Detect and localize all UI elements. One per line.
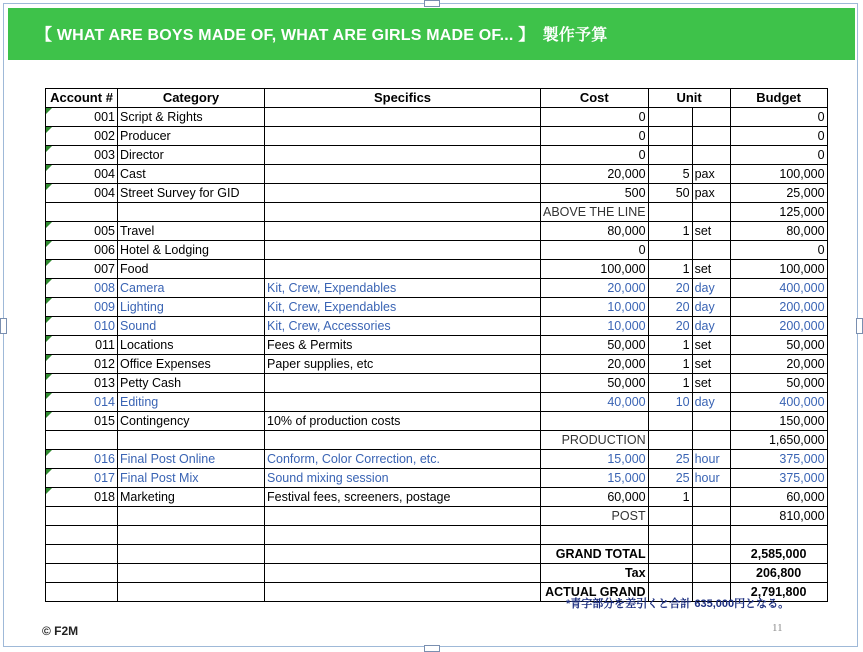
category-cell[interactable]: Sound xyxy=(118,317,265,336)
category-cell[interactable]: Contingency xyxy=(118,412,265,431)
category-cell[interactable]: Food xyxy=(118,260,265,279)
category-cell[interactable]: Editing xyxy=(118,393,265,412)
account-number-cell[interactable]: 002 xyxy=(46,127,118,146)
account-number-cell[interactable]: 011 xyxy=(46,336,118,355)
header-specifics: Specifics xyxy=(265,89,541,108)
total-row xyxy=(46,545,828,564)
unit-cell[interactable]: set xyxy=(692,374,730,393)
quantity-cell[interactable]: 1 xyxy=(648,222,692,241)
subtotal-label[interactable]: PRODUCTION xyxy=(541,431,649,450)
table-row xyxy=(46,317,828,336)
budget-cell[interactable]: 25,000 xyxy=(730,184,827,203)
total-row xyxy=(46,564,828,583)
account-number-cell[interactable]: 012 xyxy=(46,355,118,374)
table-cell[interactable] xyxy=(692,431,730,450)
table-cell xyxy=(541,526,649,545)
table-cell xyxy=(46,545,118,564)
cell-comment-marker xyxy=(46,355,52,361)
cost-cell[interactable]: 20,000 xyxy=(541,355,649,374)
table-cell xyxy=(118,583,265,602)
budget-cell[interactable]: 375,000 xyxy=(730,469,827,488)
cell-comment-marker xyxy=(46,165,52,171)
quantity-cell[interactable] xyxy=(648,127,692,146)
cost-cell[interactable]: 0 xyxy=(541,146,649,165)
category-cell[interactable]: Locations xyxy=(118,336,265,355)
table-row xyxy=(46,260,828,279)
category-cell[interactable]: Lighting xyxy=(118,298,265,317)
unit-cell[interactable] xyxy=(692,127,730,146)
cell-comment-marker xyxy=(46,469,52,475)
table-row xyxy=(46,488,828,507)
table-row xyxy=(46,146,828,165)
account-number-cell[interactable]: 007 xyxy=(46,260,118,279)
quantity-cell[interactable] xyxy=(648,146,692,165)
table-cell[interactable] xyxy=(648,203,692,222)
budget-cell[interactable]: 400,000 xyxy=(730,279,827,298)
unit-cell[interactable]: day xyxy=(692,393,730,412)
specifics-cell[interactable] xyxy=(265,108,541,127)
table-row xyxy=(46,165,828,184)
total-value: 2,585,000 xyxy=(730,545,827,564)
specifics-cell[interactable]: Festival fees, screeners, postage xyxy=(265,488,541,507)
table-cell[interactable] xyxy=(265,507,541,526)
cell-comment-marker xyxy=(46,298,52,304)
category-cell[interactable]: Producer xyxy=(118,127,265,146)
category-cell[interactable]: Petty Cash xyxy=(118,374,265,393)
cell-comment-marker xyxy=(46,393,52,399)
slide-title: 【 WHAT ARE BOYS MADE OF, WHAT ARE GIRLS MADE OF... 】 製作予算 xyxy=(36,27,608,44)
cost-cell[interactable]: 80,000 xyxy=(541,222,649,241)
budget-cell[interactable]: 20,000 xyxy=(730,355,827,374)
account-number-cell[interactable]: 008 xyxy=(46,279,118,298)
specifics-cell[interactable] xyxy=(265,374,541,393)
quantity-cell[interactable] xyxy=(648,241,692,260)
table-row xyxy=(46,393,828,412)
unit-cell[interactable]: set xyxy=(692,222,730,241)
account-number-cell[interactable]: 017 xyxy=(46,469,118,488)
subtotal-label[interactable]: POST xyxy=(541,507,649,526)
budget-cell[interactable]: 200,000 xyxy=(730,298,827,317)
budget-cell[interactable]: 375,000 xyxy=(730,450,827,469)
cell-comment-marker xyxy=(46,260,52,266)
cell-comment-marker xyxy=(46,279,52,285)
category-cell[interactable]: Director xyxy=(118,146,265,165)
quantity-cell[interactable]: 1 xyxy=(648,374,692,393)
table-cell[interactable] xyxy=(46,431,118,450)
unit-cell[interactable]: day xyxy=(692,298,730,317)
unit-cell[interactable]: pax xyxy=(692,184,730,203)
cost-cell[interactable]: 40,000 xyxy=(541,393,649,412)
cost-cell[interactable]: 60,000 xyxy=(541,488,649,507)
spacer-row xyxy=(46,526,828,545)
specifics-cell[interactable]: Kit, Crew, Expendables xyxy=(265,298,541,317)
page-number: 11 xyxy=(772,622,783,634)
table-header-row xyxy=(46,89,828,108)
table-cell[interactable] xyxy=(265,431,541,450)
unit-cell[interactable] xyxy=(692,108,730,127)
cell-comment-marker xyxy=(46,412,52,418)
account-number-cell[interactable]: 010 xyxy=(46,317,118,336)
quantity-cell[interactable]: 20 xyxy=(648,279,692,298)
specifics-cell[interactable] xyxy=(265,165,541,184)
table-row xyxy=(46,298,828,317)
table-cell[interactable] xyxy=(265,203,541,222)
budget-cell[interactable]: 0 xyxy=(730,241,827,260)
total-value: 2,791,800 xyxy=(730,583,827,602)
header-cost: Cost xyxy=(541,89,649,108)
table-cell xyxy=(46,564,118,583)
category-cell[interactable]: Office Expenses xyxy=(118,355,265,374)
table-row xyxy=(46,279,828,298)
cell-comment-marker xyxy=(46,108,52,114)
cost-cell[interactable]: 15,000 xyxy=(541,450,649,469)
table-row xyxy=(46,336,828,355)
resize-handle-right[interactable] xyxy=(856,318,863,334)
table-cell xyxy=(265,564,541,583)
account-number-cell[interactable]: 015 xyxy=(46,412,118,431)
account-number-cell[interactable]: 018 xyxy=(46,488,118,507)
budget-cell[interactable]: 80,000 xyxy=(730,222,827,241)
quantity-cell[interactable] xyxy=(648,108,692,127)
subtotal-label[interactable]: ABOVE THE LINE xyxy=(541,203,649,222)
table-cell xyxy=(730,526,827,545)
cell-comment-marker xyxy=(46,241,52,247)
cost-cell[interactable]: 15,000 xyxy=(541,469,649,488)
table-row xyxy=(46,108,828,127)
cell-comment-marker xyxy=(46,146,52,152)
category-cell[interactable]: Final Post Online xyxy=(118,450,265,469)
account-number-cell[interactable]: 013 xyxy=(46,374,118,393)
table-cell[interactable] xyxy=(46,203,118,222)
quantity-cell[interactable]: 1 xyxy=(648,260,692,279)
category-cell[interactable]: Hotel & Lodging xyxy=(118,241,265,260)
budget-cell[interactable]: 200,000 xyxy=(730,317,827,336)
cost-cell[interactable]: 20,000 xyxy=(541,165,649,184)
resize-handle-left[interactable] xyxy=(0,318,7,334)
table-cell xyxy=(118,526,265,545)
table-row xyxy=(46,469,828,488)
account-number-cell[interactable]: 014 xyxy=(46,393,118,412)
specifics-cell[interactable]: Conform, Color Correction, etc. xyxy=(265,450,541,469)
cost-cell[interactable]: 0 xyxy=(541,108,649,127)
budget-cell[interactable]: 50,000 xyxy=(730,336,827,355)
budget-cell[interactable]: 0 xyxy=(730,146,827,165)
unit-cell[interactable]: set xyxy=(692,336,730,355)
cost-cell[interactable]: 100,000 xyxy=(541,260,649,279)
budget-cell[interactable]: 0 xyxy=(730,127,827,146)
subtotal-value[interactable]: 1,650,000 xyxy=(730,431,827,450)
table-cell[interactable] xyxy=(46,507,118,526)
table-cell xyxy=(118,564,265,583)
budget-cell[interactable]: 0 xyxy=(730,108,827,127)
resize-handle-bottom[interactable] xyxy=(424,645,440,652)
unit-cell[interactable] xyxy=(692,488,730,507)
total-value: 206,800 xyxy=(730,564,827,583)
table-cell[interactable] xyxy=(118,431,265,450)
budget-cell[interactable]: 60,000 xyxy=(730,488,827,507)
table-row xyxy=(46,222,828,241)
quantity-cell[interactable]: 20 xyxy=(648,317,692,336)
account-number-cell[interactable]: 016 xyxy=(46,450,118,469)
account-number-cell[interactable]: 006 xyxy=(46,241,118,260)
budget-cell[interactable]: 400,000 xyxy=(730,393,827,412)
category-cell[interactable]: Camera xyxy=(118,279,265,298)
total-label: GRAND TOTAL xyxy=(541,545,649,564)
specifics-cell[interactable] xyxy=(265,260,541,279)
total-label: ACTUAL GRAND xyxy=(541,583,649,602)
table-cell xyxy=(118,545,265,564)
specifics-cell[interactable]: Kit, Crew, Expendables xyxy=(265,279,541,298)
table-row xyxy=(46,412,828,431)
category-cell[interactable]: Final Post Mix xyxy=(118,469,265,488)
table-cell[interactable] xyxy=(118,203,265,222)
budget-cell[interactable]: 150,000 xyxy=(730,412,827,431)
quantity-cell[interactable]: 25 xyxy=(648,469,692,488)
unit-cell[interactable]: hour xyxy=(692,469,730,488)
category-cell[interactable]: Cast xyxy=(118,165,265,184)
category-cell[interactable]: Marketing xyxy=(118,488,265,507)
specifics-cell[interactable] xyxy=(265,146,541,165)
cost-cell[interactable]: 500 xyxy=(541,184,649,203)
table-cell xyxy=(692,564,730,583)
resize-handle-top[interactable] xyxy=(424,0,440,7)
table-cell xyxy=(46,526,118,545)
quantity-cell[interactable] xyxy=(648,412,692,431)
specifics-cell[interactable] xyxy=(265,184,541,203)
subtotal-row xyxy=(46,507,828,526)
table-cell[interactable] xyxy=(692,203,730,222)
quantity-cell[interactable]: 10 xyxy=(648,393,692,412)
account-number-cell[interactable]: 004 xyxy=(46,165,118,184)
title-banner xyxy=(8,8,855,60)
subtotal-row xyxy=(46,203,828,222)
table-row xyxy=(46,241,828,260)
cost-cell[interactable]: 0 xyxy=(541,241,649,260)
table-cell xyxy=(46,583,118,602)
quantity-cell[interactable]: 50 xyxy=(648,184,692,203)
header-unit: Unit xyxy=(648,89,730,108)
subtotal-value[interactable]: 810,000 xyxy=(730,507,827,526)
account-number-cell[interactable]: 009 xyxy=(46,298,118,317)
cost-cell[interactable]: 20,000 xyxy=(541,279,649,298)
account-number-cell[interactable]: 004 xyxy=(46,184,118,203)
cell-comment-marker xyxy=(46,374,52,380)
category-cell[interactable]: Travel xyxy=(118,222,265,241)
table-row xyxy=(46,355,828,374)
cell-comment-marker xyxy=(46,317,52,323)
cell-comment-marker xyxy=(46,488,52,494)
quantity-cell[interactable]: 1 xyxy=(648,336,692,355)
quantity-cell[interactable]: 1 xyxy=(648,355,692,374)
unit-cell[interactable]: set xyxy=(692,260,730,279)
table-cell[interactable] xyxy=(118,507,265,526)
quantity-cell[interactable]: 5 xyxy=(648,165,692,184)
account-number-cell[interactable]: 003 xyxy=(46,146,118,165)
subtotal-row xyxy=(46,431,828,450)
budget-cell[interactable]: 100,000 xyxy=(730,165,827,184)
specifics-cell[interactable] xyxy=(265,241,541,260)
specifics-cell[interactable]: Paper supplies, etc xyxy=(265,355,541,374)
cost-cell[interactable]: 0 xyxy=(541,127,649,146)
table-row xyxy=(46,374,828,393)
budget-table xyxy=(45,88,828,602)
total-label: Tax xyxy=(541,564,649,583)
cost-cell[interactable]: 50,000 xyxy=(541,374,649,393)
cost-cell[interactable]: 10,000 xyxy=(541,298,649,317)
specifics-cell[interactable]: Kit, Crew, Accessories xyxy=(265,317,541,336)
specifics-cell[interactable] xyxy=(265,127,541,146)
budget-cell[interactable]: 50,000 xyxy=(730,374,827,393)
cost-cell[interactable]: 10,000 xyxy=(541,317,649,336)
unit-cell[interactable] xyxy=(692,241,730,260)
footnote: *青字部分を差引くと合計 635,000円となる。 xyxy=(566,598,790,610)
header-category: Category xyxy=(118,89,265,108)
table-cell xyxy=(692,526,730,545)
category-cell[interactable]: Script & Rights xyxy=(118,108,265,127)
account-number-cell[interactable]: 005 xyxy=(46,222,118,241)
cell-comment-marker xyxy=(46,222,52,228)
unit-cell[interactable]: pax xyxy=(692,165,730,184)
specifics-cell[interactable]: Sound mixing session xyxy=(265,469,541,488)
quantity-cell[interactable]: 1 xyxy=(648,488,692,507)
header-account: Account # xyxy=(46,89,118,108)
budget-cell[interactable]: 100,000 xyxy=(730,260,827,279)
table-cell xyxy=(648,526,692,545)
specifics-cell[interactable] xyxy=(265,393,541,412)
table-cell xyxy=(265,583,541,602)
table-cell xyxy=(648,564,692,583)
unit-cell[interactable] xyxy=(692,146,730,165)
subtotal-value[interactable]: 125,000 xyxy=(730,203,827,222)
table-cell xyxy=(265,545,541,564)
cost-cell[interactable]: 50,000 xyxy=(541,336,649,355)
table-row xyxy=(46,184,828,203)
table-cell xyxy=(265,526,541,545)
specifics-cell[interactable]: 10% of production costs xyxy=(265,412,541,431)
cell-comment-marker xyxy=(46,127,52,133)
table-row xyxy=(46,127,828,146)
cost-cell[interactable] xyxy=(541,412,649,431)
table-cell[interactable] xyxy=(648,431,692,450)
table-cell[interactable] xyxy=(692,507,730,526)
category-cell[interactable]: Street Survey for GID xyxy=(118,184,265,203)
table-row xyxy=(46,450,828,469)
specifics-cell[interactable] xyxy=(265,222,541,241)
specifics-cell[interactable]: Fees & Permits xyxy=(265,336,541,355)
unit-cell[interactable]: day xyxy=(692,279,730,298)
unit-cell[interactable] xyxy=(692,412,730,431)
cell-comment-marker xyxy=(46,450,52,456)
unit-cell[interactable]: hour xyxy=(692,450,730,469)
copyright: © F2M xyxy=(42,624,79,638)
cell-comment-marker xyxy=(46,336,52,342)
header-budget: Budget xyxy=(730,89,827,108)
unit-cell[interactable]: day xyxy=(692,317,730,336)
account-number-cell[interactable]: 001 xyxy=(46,108,118,127)
cell-comment-marker xyxy=(46,184,52,190)
table-cell xyxy=(648,545,692,564)
table-body xyxy=(46,108,828,602)
quantity-cell[interactable]: 25 xyxy=(648,450,692,469)
quantity-cell[interactable]: 20 xyxy=(648,298,692,317)
table-cell xyxy=(692,545,730,564)
unit-cell[interactable]: set xyxy=(692,355,730,374)
table-cell[interactable] xyxy=(648,507,692,526)
